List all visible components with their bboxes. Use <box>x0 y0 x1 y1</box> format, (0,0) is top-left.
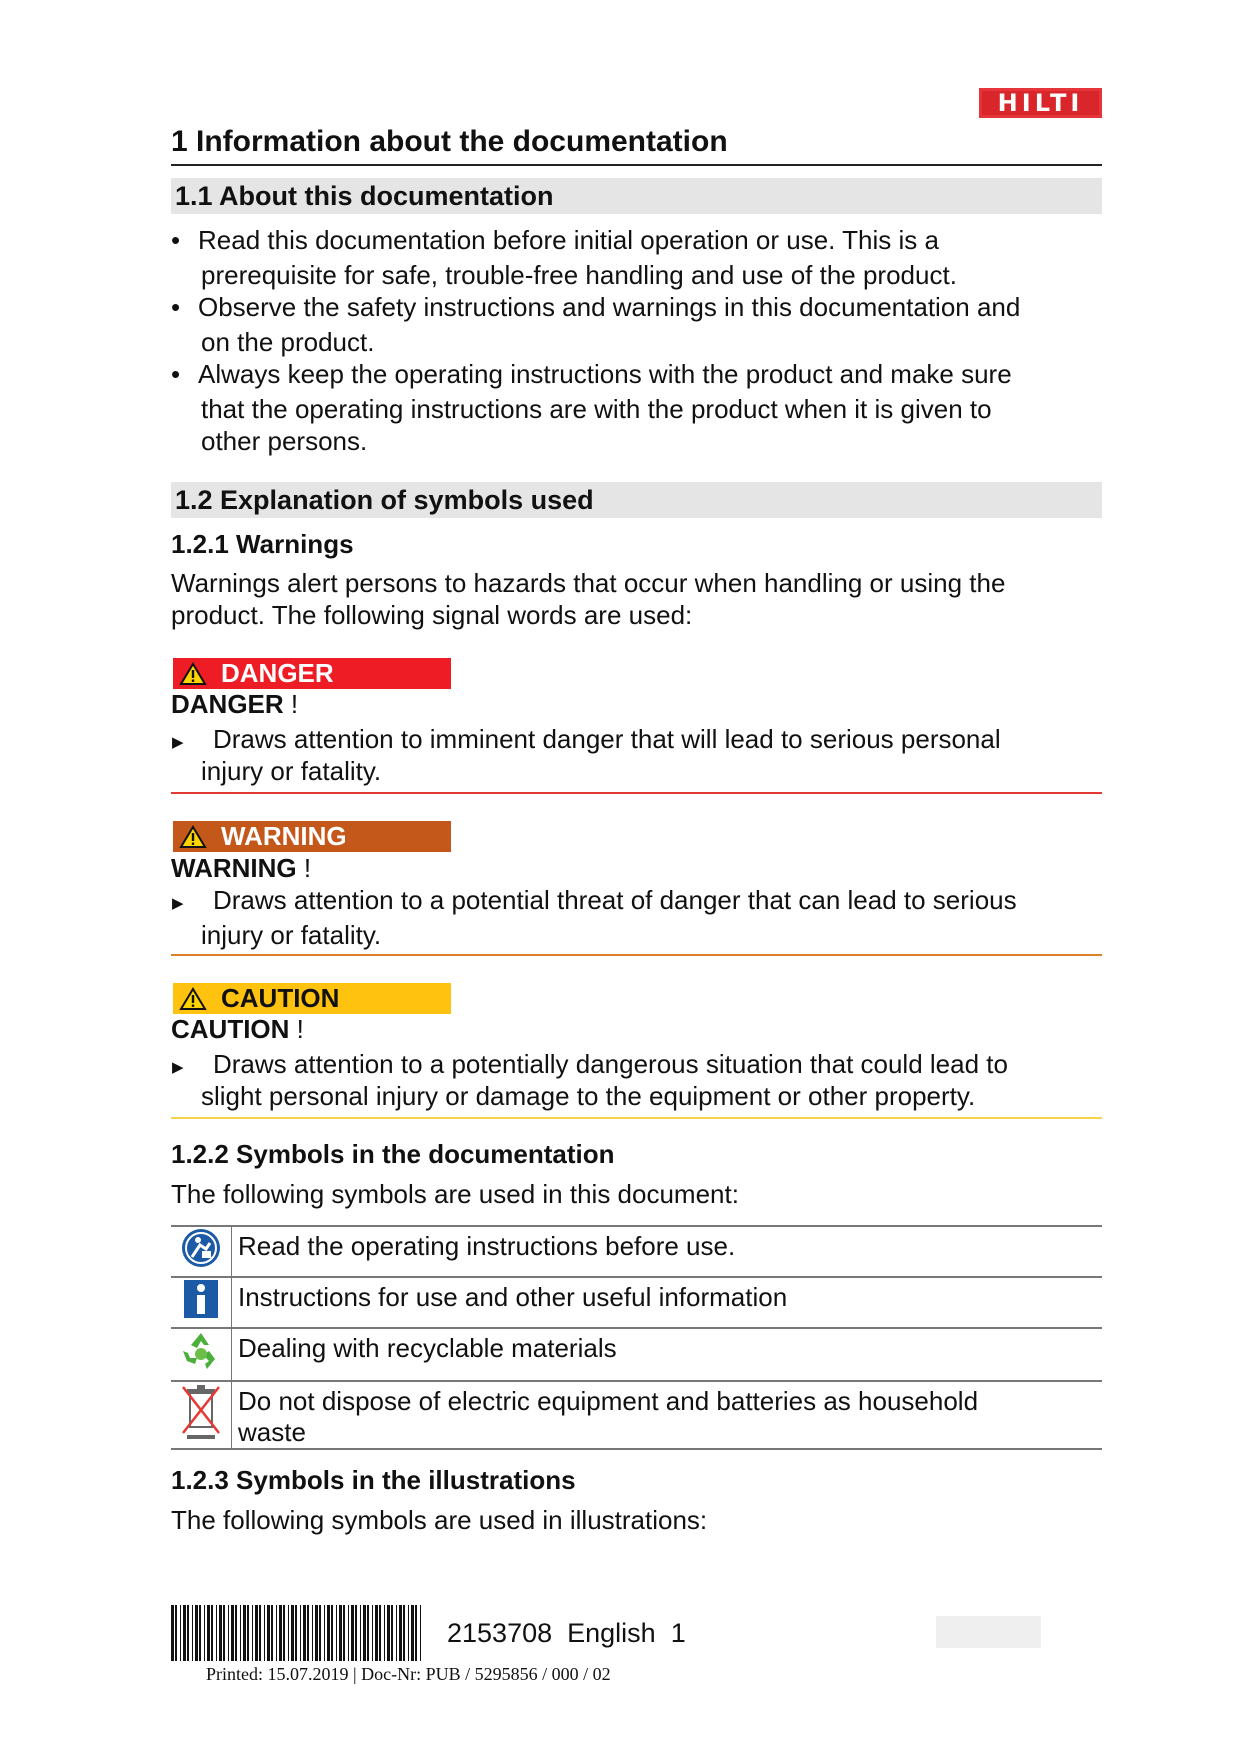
danger-badge-text: DANGER <box>221 658 334 688</box>
bullet-icon: • <box>171 292 181 322</box>
barcode <box>171 1605 426 1663</box>
subsection-heading-1-2-2: 1.2.2 Symbols in the documentation <box>171 1139 615 1169</box>
barcode-bar <box>192 1605 193 1661</box>
barcode-bar <box>420 1605 421 1661</box>
barcode-bar <box>307 1605 309 1661</box>
bullet-text-cont: that the operating instructions are with the product when it is given to <box>201 394 992 424</box>
barcode-bar <box>183 1605 186 1661</box>
warning-label <box>171 853 311 884</box>
warning-description-cont: injury or fatality. <box>201 920 382 950</box>
crossed-bin-icon <box>181 1383 221 1441</box>
barcode-bar <box>180 1605 181 1661</box>
table-text-cell: Instructions for use and other useful information <box>232 1277 1103 1328</box>
caution-description: Draws attention to a potentially dangerous situation that could lead to <box>213 1049 1008 1079</box>
barcode-bar <box>195 1605 198 1661</box>
table-icon-cell <box>171 1226 232 1277</box>
recycle-icon <box>179 1329 223 1373</box>
barcode-bar <box>267 1605 270 1661</box>
barcode-bar <box>255 1605 258 1661</box>
arrow-bullet-icon: ▶ <box>172 734 184 751</box>
barcode-bar <box>327 1605 330 1661</box>
barcode-bar <box>252 1605 253 1661</box>
barcode-bar <box>276 1605 277 1661</box>
title-divider <box>171 164 1102 166</box>
caution-badge <box>173 983 451 1014</box>
warnings-intro: Warnings alert persons to hazards that occur when handling or using the <box>171 568 1006 598</box>
caution-label-word: CAUTION <box>171 1014 290 1044</box>
warning-triangle-icon <box>179 662 207 686</box>
barcode-bar <box>231 1605 234 1661</box>
barcode-bar <box>228 1605 229 1661</box>
hilti-logo: HILTI <box>979 88 1102 118</box>
arrow-bullet-icon: ▶ <box>172 895 184 912</box>
barcode-bar <box>360 1605 361 1661</box>
danger-divider <box>171 792 1102 794</box>
barcode-bar <box>175 1605 177 1661</box>
danger-label-excl: ! <box>283 689 299 719</box>
bullet-text-cont: prerequisite for safe, trouble-free handling and use of the product. <box>201 260 957 290</box>
warning-divider <box>171 954 1102 956</box>
warning-badge-text: WARNING <box>221 821 347 851</box>
table-icon-cell <box>171 1381 232 1449</box>
barcode-bar <box>391 1605 393 1661</box>
caution-label <box>171 1014 304 1045</box>
barcode-bar <box>411 1605 414 1661</box>
barcode-bar <box>288 1605 289 1661</box>
table-row <box>171 1381 1102 1449</box>
barcode-bar <box>219 1605 222 1661</box>
barcode-bar <box>379 1605 381 1661</box>
bullet-text <box>198 225 1060 255</box>
warning-badge <box>173 821 451 852</box>
barcode-bar <box>199 1605 201 1661</box>
subsection-heading-1-2: 1.2 Explanation of symbols used <box>171 482 1102 518</box>
barcode-bar <box>336 1605 337 1661</box>
barcode-bar <box>387 1605 390 1661</box>
arrow-bullet-icon: ▶ <box>172 1059 184 1076</box>
symbols-table <box>171 1225 1102 1450</box>
warnings-intro-cont: product. The following signal words are used: <box>171 600 693 630</box>
barcode-bar <box>187 1605 189 1661</box>
barcode-bar <box>283 1605 285 1661</box>
danger-label-word: DANGER <box>171 689 284 719</box>
barcode-bar <box>264 1605 265 1661</box>
barcode-bar <box>171 1605 174 1661</box>
subsection-heading-1-1: 1.1 About this documentation <box>171 178 1102 214</box>
warning-label-word: WARNING <box>171 853 297 883</box>
table-row <box>171 1226 1102 1277</box>
barcode-bar <box>216 1605 217 1661</box>
barcode-bar <box>235 1605 237 1661</box>
barcode-bar <box>315 1605 318 1661</box>
barcode-bar <box>240 1605 241 1661</box>
danger-badge <box>173 658 451 689</box>
barcode-bar <box>204 1605 205 1661</box>
bullet-icon: • <box>171 225 181 255</box>
bullet-text-cont: other persons. <box>201 426 368 456</box>
footer-doc-info <box>447 1618 686 1649</box>
barcode-bar <box>223 1605 225 1661</box>
barcode-bar <box>319 1605 321 1661</box>
caution-divider <box>171 1117 1102 1119</box>
caution-label-excl: ! <box>289 1014 304 1044</box>
barcode-bar <box>295 1605 297 1661</box>
barcode-bar <box>367 1605 369 1661</box>
table-text-cell: Dealing with recyclable materials <box>232 1328 1103 1381</box>
table-text-cell <box>232 1381 1103 1449</box>
barcode-bar <box>303 1605 306 1661</box>
warning-description: Draws attention to a potential threat of danger that can lead to serious <box>213 885 1017 915</box>
bullet-text: Observe the safety instructions and warnings in this documentation and <box>198 292 1021 322</box>
barcode-bar <box>363 1605 366 1661</box>
barcode-bar <box>259 1605 261 1661</box>
bullet-text: Always keep the operating instructions with the product and make sure <box>198 359 1012 389</box>
barcode-bar <box>351 1605 354 1661</box>
section-title: 1 Information about the documentation <box>171 125 728 158</box>
danger-label <box>171 689 298 720</box>
barcode-bar <box>211 1605 213 1661</box>
table-icon-cell <box>171 1328 232 1381</box>
barcode-bar <box>375 1605 378 1661</box>
table-text-line: waste <box>238 1417 306 1447</box>
barcode-bar <box>339 1605 342 1661</box>
table-icon-cell <box>171 1277 232 1328</box>
barcode-bar <box>300 1605 301 1661</box>
barcode-bar <box>279 1605 282 1661</box>
symbols-intro: The following symbols are used in this document: <box>171 1179 739 1209</box>
illustrations-intro: The following symbols are used in illustrations: <box>171 1505 708 1535</box>
barcode-bar <box>403 1605 405 1661</box>
barcode-bar <box>271 1605 273 1661</box>
barcode-bar <box>324 1605 325 1661</box>
warning-triangle-icon <box>179 987 207 1011</box>
table-text-line <box>238 1386 1102 1417</box>
danger-description: Draws attention to imminent danger that will lead to serious personal <box>213 724 1001 754</box>
barcode-bar <box>291 1605 294 1661</box>
read-manual-icon <box>180 1227 222 1269</box>
barcode-bar <box>355 1605 357 1661</box>
footer-placeholder-box <box>936 1616 1041 1648</box>
warning-label-excl: ! <box>296 853 312 883</box>
subsection-heading-1-2-3: 1.2.3 Symbols in the illustrations <box>171 1465 576 1495</box>
barcode-bar <box>384 1605 385 1661</box>
bullet-text-cont: on the product. <box>201 327 375 357</box>
barcode-bar <box>243 1605 246 1661</box>
barcode-bar <box>343 1605 345 1661</box>
footer-print-info: Printed: 15.07.2019 | Doc-Nr: PUB / 5295856 / 000 / 02 <box>206 1664 611 1684</box>
table-text-main: Do not dispose of electric equipment and batteries as household <box>238 1386 979 1416</box>
barcode-bar <box>207 1605 210 1661</box>
barcode-bar <box>408 1605 409 1661</box>
danger-description-cont: injury or fatality. <box>201 756 382 786</box>
info-icon <box>182 1278 220 1320</box>
caution-description-cont: slight personal injury or damage to the equipment or other property. <box>201 1081 976 1111</box>
caution-badge-text: CAUTION <box>221 983 340 1013</box>
barcode-bar <box>399 1605 402 1661</box>
footer-page-number: 1 <box>670 1618 686 1648</box>
barcode-bar <box>415 1605 417 1661</box>
footer-doc-number: 2153708 <box>447 1618 553 1648</box>
warning-triangle-icon <box>179 825 207 849</box>
table-row <box>171 1328 1102 1381</box>
barcode-bar <box>396 1605 397 1661</box>
barcode-bar <box>372 1605 373 1661</box>
bullet-icon: • <box>171 359 181 389</box>
barcode-bar <box>331 1605 333 1661</box>
table-text-cell: Read the operating instructions before use. <box>232 1226 1103 1277</box>
footer-language: English <box>567 1618 656 1648</box>
table-row <box>171 1277 1102 1328</box>
subsection-heading-1-2-1: 1.2.1 Warnings <box>171 529 354 559</box>
bullet-line: Read this documentation before initial operation or use. This is a <box>198 225 939 255</box>
barcode-bar <box>247 1605 249 1661</box>
barcode-bar <box>348 1605 349 1661</box>
barcode-bar <box>312 1605 313 1661</box>
